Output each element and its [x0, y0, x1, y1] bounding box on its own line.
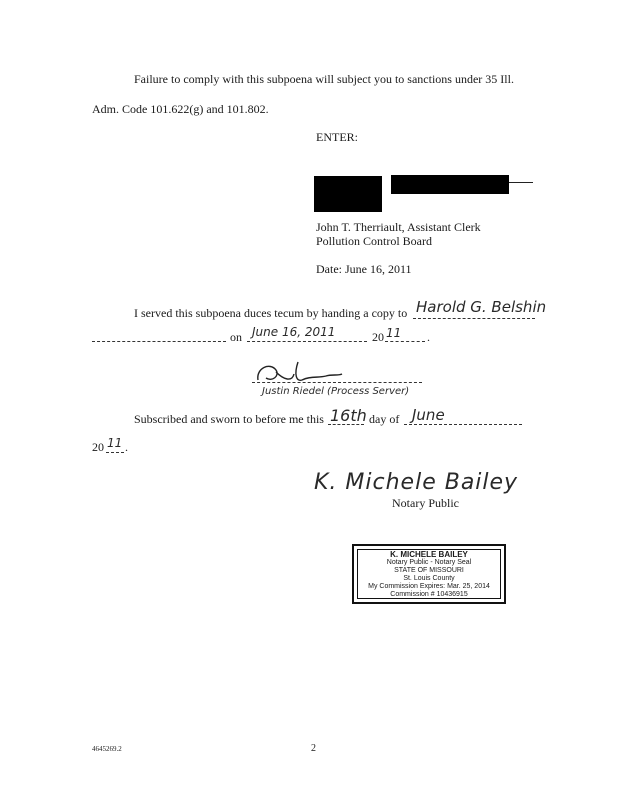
served-name-handwriting: Harold G. Belshin — [416, 298, 547, 316]
seal-name: K. MICHELE BAILEY — [390, 550, 468, 559]
served-statement: I served this subpoena duces tecum by handing a copy to — [134, 306, 408, 320]
period: . — [427, 330, 430, 344]
entry-date: Date: June 16, 2011 — [316, 262, 412, 276]
seal-title: Notary Public - Notary Seal — [386, 559, 472, 566]
seal-commission: Commission # 10436915 — [390, 591, 468, 598]
clerk-board: Pollution Control Board — [316, 234, 433, 248]
notary-seal-stamp — [352, 544, 506, 604]
year-prefix: 20 — [372, 330, 384, 344]
notary-label: Notary Public — [392, 496, 459, 510]
process-server-signature — [254, 360, 344, 388]
day-handwriting: 16th — [330, 406, 367, 425]
month-line — [404, 424, 522, 425]
day-line — [328, 424, 364, 425]
served-on-label: on — [230, 330, 242, 344]
redaction-block — [314, 176, 382, 212]
enter-label: ENTER: — [316, 130, 358, 144]
year-handwriting: 11 — [386, 326, 402, 340]
day-of-label: day of — [369, 412, 400, 426]
page-number: 2 — [311, 743, 316, 754]
served-blank-line — [92, 341, 226, 342]
year2-prefix: 20 — [92, 440, 104, 454]
served-name-line — [413, 318, 535, 319]
year2-line — [106, 452, 124, 453]
month-handwriting: June — [412, 406, 445, 424]
year2-suffix: . — [125, 440, 128, 454]
process-server-name: Justin Riedel (Process Server) — [262, 386, 410, 397]
signature-stroke — [509, 182, 533, 183]
redaction-block — [391, 175, 509, 194]
served-date-line — [247, 341, 367, 342]
process-server-line — [252, 382, 422, 383]
subscribed-statement: Subscribed and sworn to before me this — [134, 412, 324, 426]
document-number: 4645269.2 — [92, 745, 122, 753]
clerk-name: John T. Therriault, Assistant Clerk — [316, 220, 481, 234]
sanctions-text-line1: Failure to comply with this subpoena will subject you to sanctions under 35 Ill. — [134, 72, 514, 86]
notary-signature: K. Michele Bailey — [314, 470, 519, 495]
year2-handwriting: 11 — [107, 436, 123, 450]
year-line — [385, 341, 425, 342]
seal-county: St. Louis County — [403, 575, 455, 582]
seal-expiry: My Commission Expires: Mar. 25, 2014 — [368, 583, 490, 590]
seal-state: STATE OF MISSOURI — [394, 567, 464, 574]
served-date-handwriting: June 16, 2011 — [252, 325, 336, 339]
sanctions-text-line2: Adm. Code 101.622(g) and 101.802. — [92, 102, 269, 116]
